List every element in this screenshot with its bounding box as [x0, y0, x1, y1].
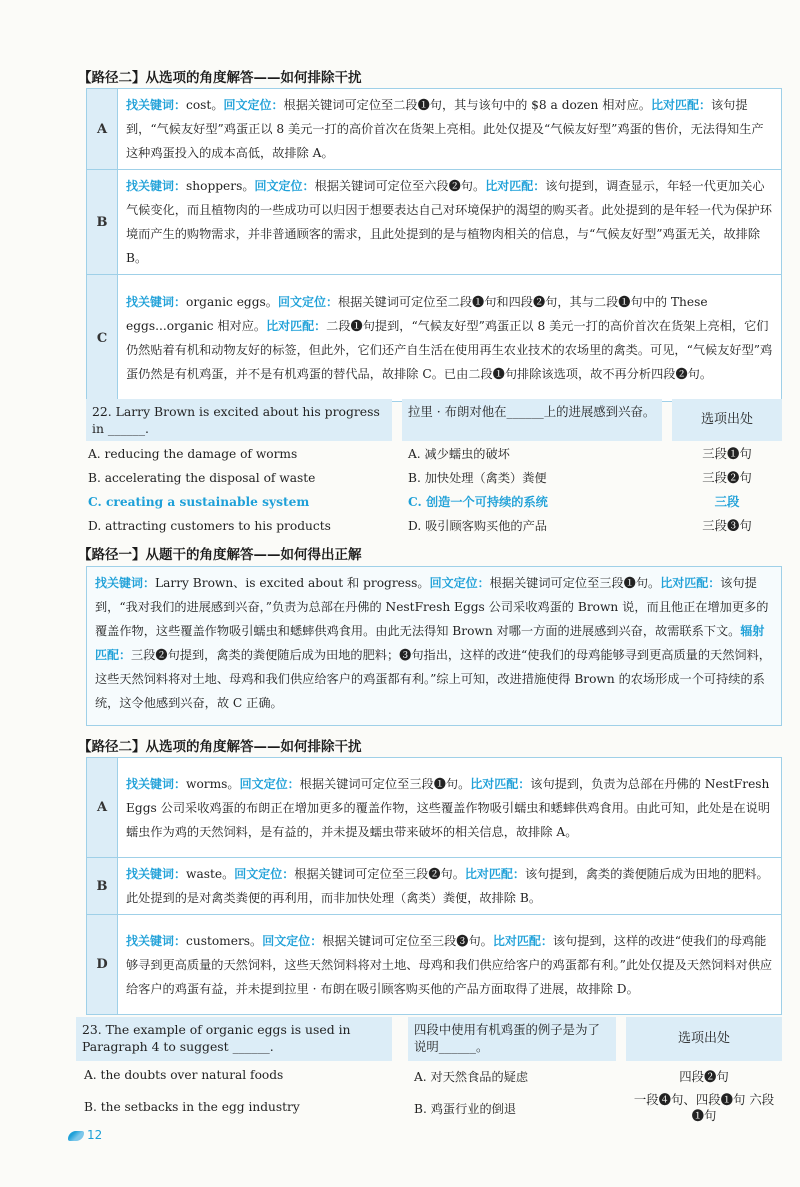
question-23-stem-cn: 四段中使用有机鸡蛋的例子是为了说明______。	[408, 1017, 616, 1061]
row-letter: B	[87, 858, 118, 915]
row-explanation: 找关键词：waste。回文定位：根据关键词可定位至三段❷句。比对匹配：该句提到，禽类的粪便随后成为田地的肥料。此处提到的是对禽类粪便的再利用，而非加快处理（禽类）粪便，故排除 B。	[118, 858, 782, 915]
answer-explanation-q22: 找关键词：Larry Brown、is excited about 和 progress。回文定位：根据关键词可定位至三段❶句。比对匹配：该句提到，“我对我们的进展感到兴奋，”负责为总部在丹佛的 NestFresh Eggs 公司采收鸡蛋的 Brown 说，而且他正在增加更多的覆盖作物，这些覆盖作物吸引蠕虫和蟋蟀供鸡食用。由此无法得知 Brown 对哪一方面的进展感到兴奋，故需联系下文。辐射匹配：三段❷句提到，禽类的粪便随后成为田地的肥料；❸句指出，这样的改进“使我们的母鸡能够寻到更高质量的天然饲料，这些天然饲料将对土地、母鸡和我们供应给客户的鸡蛋都有利。”综上可知，改进措施使得 Brown 的农场形成一个可持续的系统，这令他感到兴奋，故 C 正确。	[86, 566, 782, 726]
question-22-stem-en: 22. Larry Brown is excited about his progress in ______.	[86, 399, 392, 441]
option-b-source: 一段❹句、四段❶句 六段❶句	[633, 1092, 775, 1123]
table-row	[87, 858, 782, 915]
option-b-cn: B. 鸡蛋行业的倒退	[414, 1102, 517, 1116]
elimination-table-q21	[86, 88, 782, 402]
row-letter: B	[87, 170, 118, 275]
row-letter: A	[87, 758, 118, 858]
option-a-en: A. reducing the damage of worms	[88, 447, 298, 461]
page-number: 12	[87, 1128, 103, 1142]
row-letter: C	[87, 275, 118, 402]
table-row	[87, 275, 782, 402]
option-d-en: D. attracting customers to his products	[88, 519, 331, 533]
row-explanation: 找关键词：worms。回文定位：根据关键词可定位至三段❶句。比对匹配：该句提到，负责为总部在丹佛的 NestFresh Eggs 公司采收鸡蛋的布朗正在增加更多的覆盖作物，这些覆盖作物吸引蠕虫和蟋蟀供鸡食用。由此可知，此处是在说明蠕虫作为鸡的天然饲料，是有益的，并未提及蠕虫带来破坏的相关信息，故排除 A。	[118, 758, 782, 858]
source-header: 选项出处	[672, 399, 782, 441]
option-d-source: 三段❸句	[702, 518, 752, 533]
option-c-source-correct: 三段	[714, 494, 740, 509]
option-c-en-correct: C. creating a sustainable system	[88, 495, 310, 509]
table-row	[87, 915, 782, 1015]
option-a-source: 四段❷句	[679, 1069, 729, 1084]
section-heading-path1-q22: 【路径一】从题干的角度解答——如何得出正解	[78, 547, 362, 563]
option-b-en: B. the setbacks in the egg industry	[84, 1100, 300, 1114]
question-23-stem-en: 23. The example of organic eggs is used in Paragraph 4 to suggest ______.	[76, 1017, 392, 1061]
option-b-source: 三段❷句	[702, 470, 752, 485]
table-row	[87, 170, 782, 275]
row-explanation: 找关键词：shoppers。回文定位：根据关键词可定位至六段❷句。比对匹配：该句提到，调查显示，年轻一代更加关心气候变化，而且植物肉的一些成功可以归因于想要表达自己对环境保护的渴望的购买者。此处提到的是年轻一代为保护环境而产生的购物需求，并非普通顾客的需求，且此处提到的是与植物肉相关的信息，与“气候友好型”鸡蛋无关，故排除 B。	[118, 170, 782, 275]
section-heading-path2-q22: 【路径二】从选项的角度解答——如何排除干扰	[78, 739, 362, 755]
section-heading-path2-q21: 【路径二】从选项的角度解答——如何排除干扰	[78, 70, 362, 86]
row-explanation: 找关键词：cost。回文定位：根据关键词可定位至二段❶句，其与该句中的 $8 a dozen 相对应。比对匹配：该句提到，“气候友好型”鸡蛋正以 8 美元一打的高价首次在货架上亮相。此处仅提及“气候友好型”鸡蛋的售价，无法得知生产这种鸡蛋投入的成本高低，故排除 A。	[118, 89, 782, 170]
row-letter: D	[87, 915, 118, 1015]
option-b-en: B. accelerating the disposal of waste	[88, 471, 316, 485]
row-letter: A	[87, 89, 118, 170]
row-explanation: 找关键词：customers。回文定位：根据关键词可定位至三段❸句。比对匹配：该句提到，这样的改进“使我们的母鸡能够寻到更高质量的天然饲料，这些天然饲料将对土地、母鸡和我们供应给客户的鸡蛋都有利。”此处仅提及天然饲料对供应给客户的鸡蛋有益，并未提到拉里 · 布朗在吸引顾客购买他的产品方面取得了进展，故排除 D。	[118, 915, 782, 1015]
row-explanation: 找关键词：organic eggs。回文定位：根据关键词可定位至二段❶句和四段❷句，其与二段❶句中的 These eggs...organic 相对应。比对匹配：二段❶句提到，“气候友好型”鸡蛋正以 8 美元一打的高价首次在货架上亮相，它们仍然贴着有机和动物友好的标签，但此外，它们还产自生活在使用再生农业技术的农场里的禽类。可见，“气候友好型”鸡蛋仍然是有机鸡蛋，并不是有机鸡蛋的替代品，故排除 C。已由二段❶句排除该选项，故不再分析四段❷句。	[118, 275, 782, 402]
source-header: 选项出处	[626, 1017, 782, 1061]
page-footer	[68, 1128, 102, 1142]
option-b-cn: B. 加快处理（禽类）粪便	[408, 471, 547, 485]
option-a-en: A. the doubts over natural foods	[84, 1068, 284, 1082]
option-a-cn: A. 减少蠕虫的破坏	[408, 447, 510, 461]
table-row	[87, 758, 782, 858]
wave-logo-icon	[68, 1131, 84, 1141]
elimination-table-q22	[86, 757, 782, 1015]
option-a-source: 三段❶句	[702, 446, 752, 461]
option-a-cn: A. 对天然食品的疑虑	[414, 1070, 529, 1084]
option-c-cn-correct: C. 创造一个可持续的系统	[408, 495, 548, 509]
table-row	[87, 89, 782, 170]
question-22-stem-cn: 拉里 · 布朗对他在______上的进展感到兴奋。	[402, 399, 662, 441]
option-d-cn: D. 吸引顾客购买他的产品	[408, 519, 547, 533]
